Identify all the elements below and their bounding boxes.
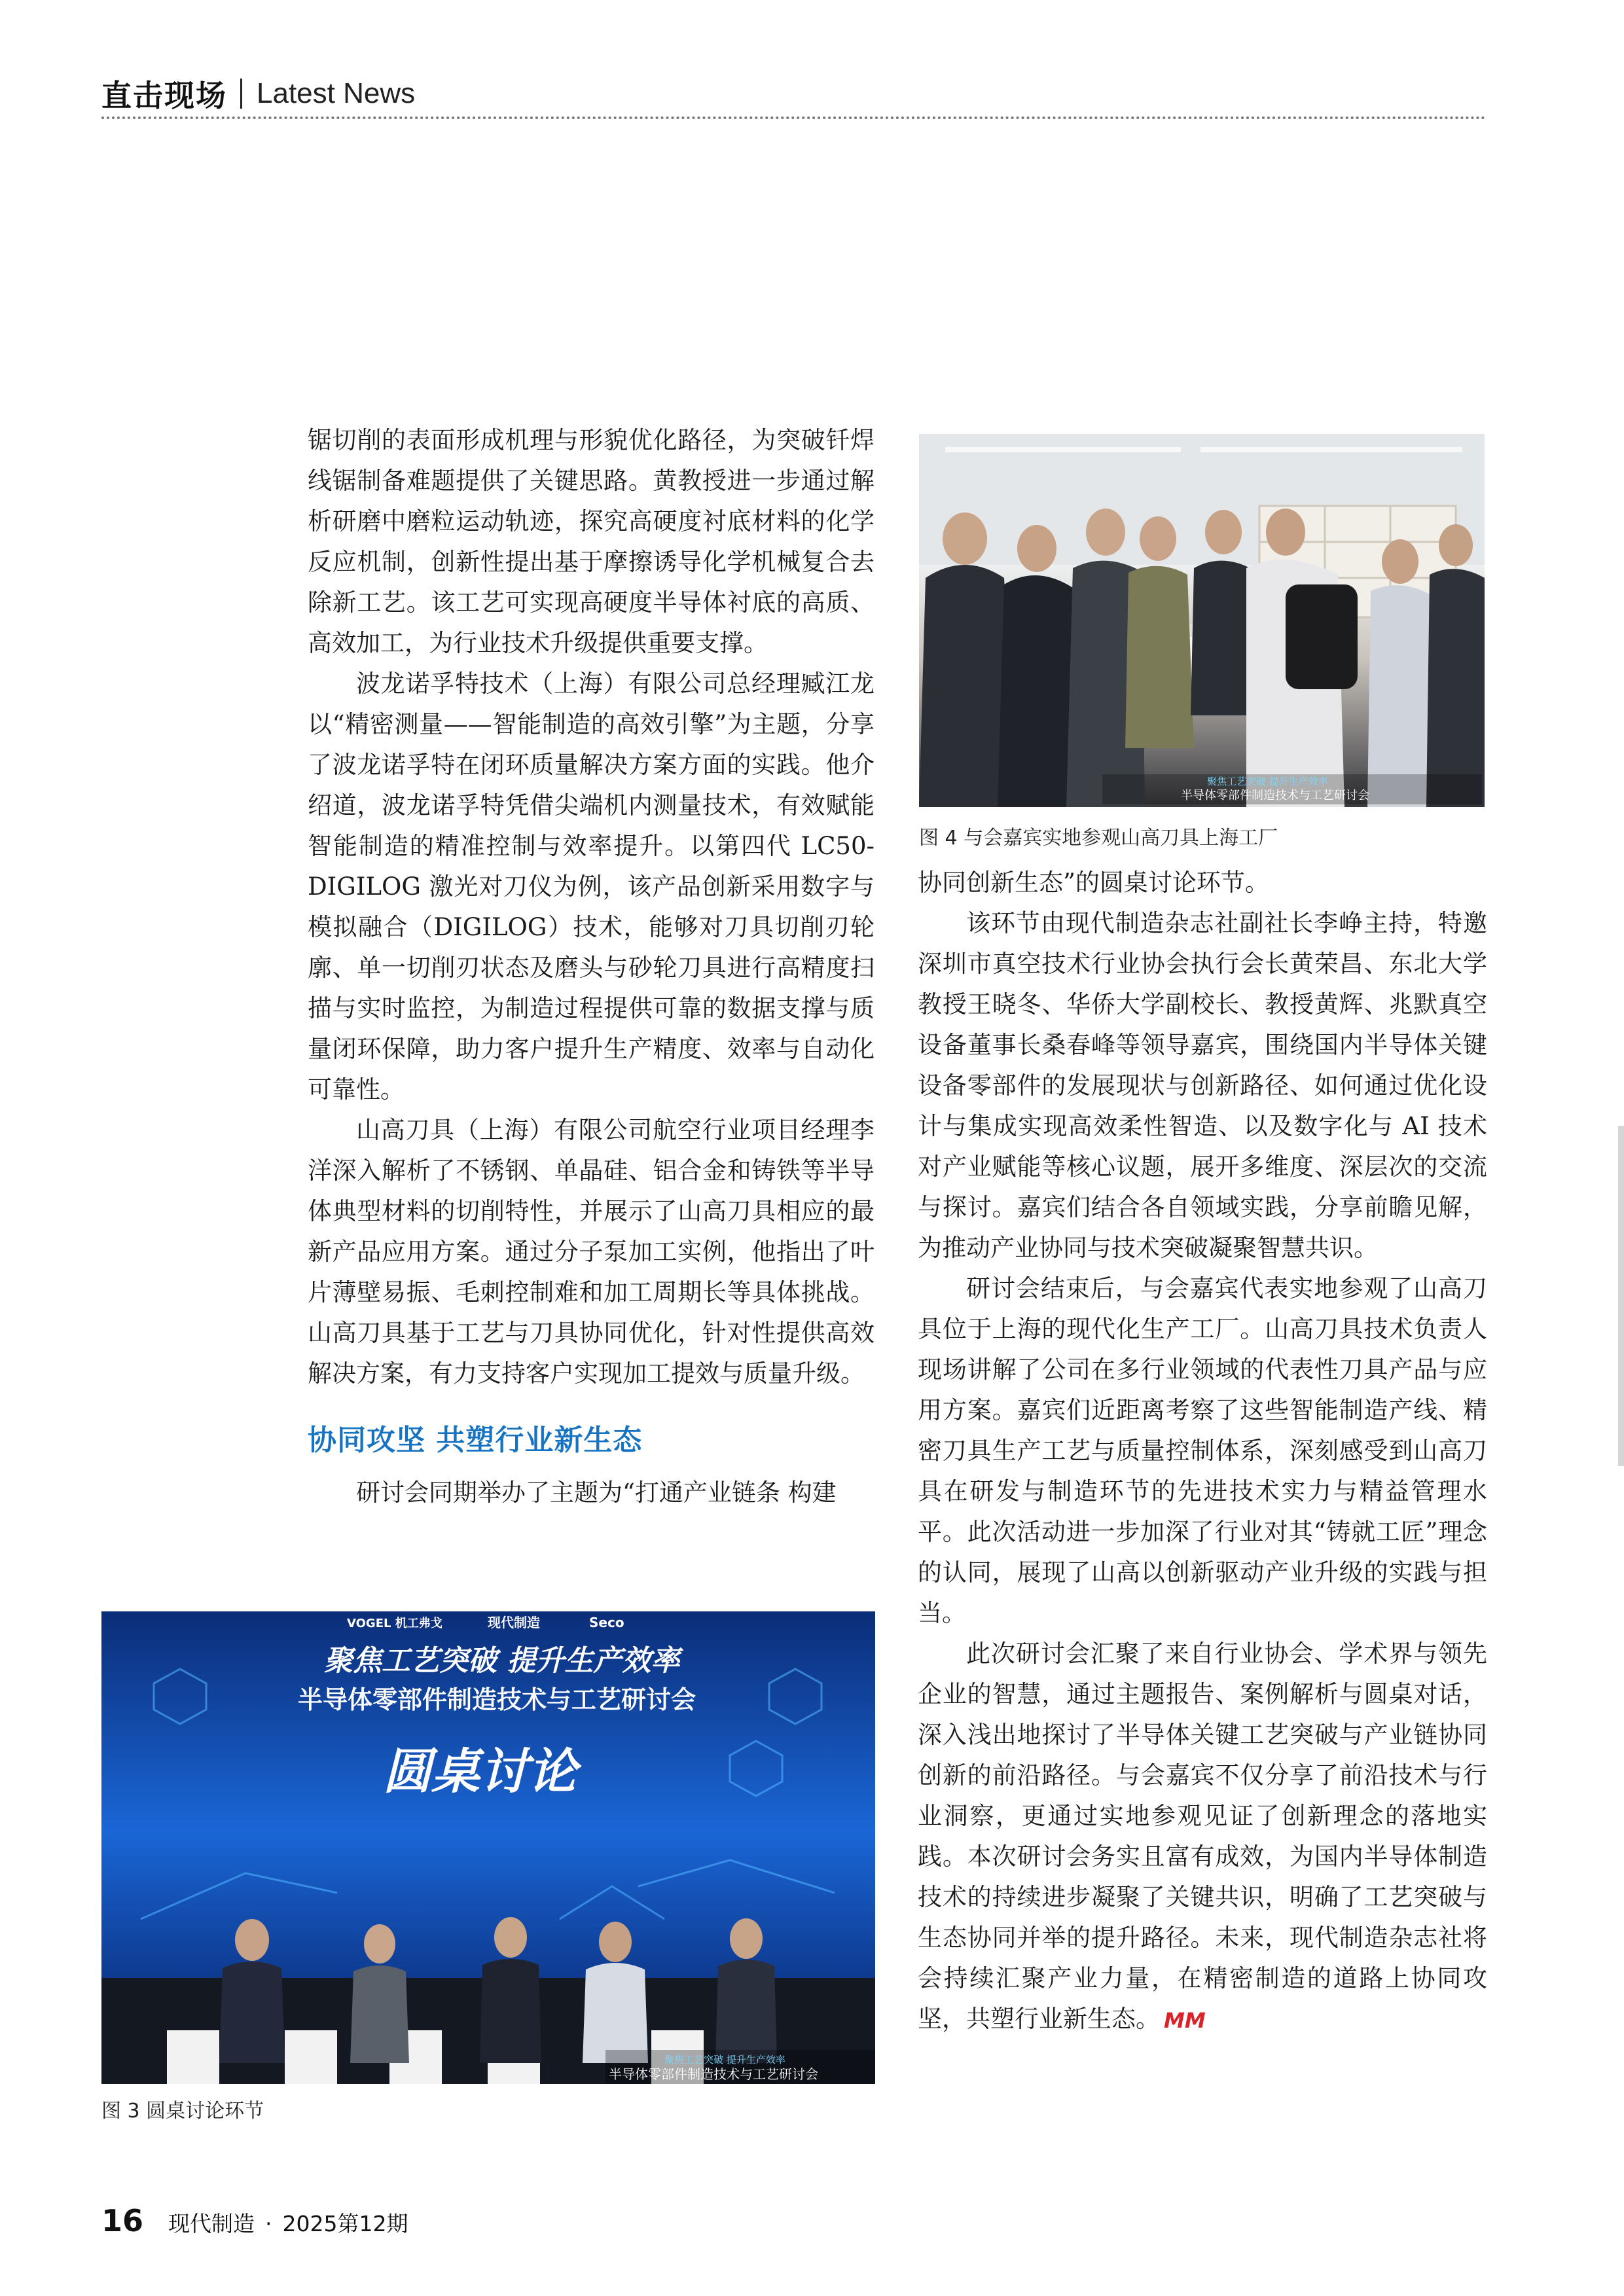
right-paragraph-2: 该环节由现代制造杂志社副社长李峥主持，特邀深圳市真空技术行业协会执行会长黄荣昌、东北大学教授王晓冬、华侨大学副校长、教授黄辉、兆默真空设备董事长桑春峰等领导嘉宾，围绕国内半导体关键设备零部件的发展现状与创新路径、如何通过优化设计与集成实现高效柔性智造、以及数字化与 AI 技术对产业赋能等核心议题，展开多维度、深层次的交流与探讨。嘉宾们结合各自领域实践，分享前瞻见解，为推动产业协同与技术突破凝聚智慧共识。 — [918, 909, 1487, 1262]
page-footer — [101, 2203, 408, 2238]
left-paragraph-2: 波龙诺孚特技术（上海）有限公司总经理臧江龙以“精密测量——智能制造的高效引擎”为主题，分享了波龙诺孚特在闭环质量解决方案方面的实践。他介绍道，波龙诺孚特凭借尖端机内测量技术，有效赋能智能制造的精准控制与效率提升。以第四代 LC50-DIGILOG 激光对刀仪为例，该产品创新采用数字与模拟融合（DIGILOG）技术，能够对刀具切削刃轮廓、单一切削刃状态及磨头与砂轮刀具进行高精度扫描与实时监控，为制造过程提供可靠的数据支撑与质量闭环保障，助力客户提升生产精度、效率与自动化可靠性。 — [308, 670, 875, 1103]
figure-3-overlay-line1: 聚焦工艺突破 提升生产效率 — [664, 2054, 785, 2066]
issue-number: 2025第12期 — [282, 2211, 408, 2236]
sponsor-seco: Seco — [589, 1615, 624, 1630]
right-paragraph-4 — [918, 1634, 1487, 2039]
magazine-name: 现代制造 — [168, 2211, 255, 2236]
page-number: 16 — [101, 2203, 144, 2238]
figure-3-photo — [101, 1611, 875, 2084]
screen-title-line1: 聚焦工艺突破 提升生产效率 — [324, 1644, 680, 1677]
page-header — [101, 71, 415, 117]
section-title-en: Latest News — [257, 77, 416, 109]
right-paragraph-1: 协同创新生态”的圆桌讨论环节。 — [918, 869, 1269, 897]
header-separator — [240, 79, 242, 109]
figure-3-illustration — [101, 1611, 875, 2084]
sponsor-vogel: VOGEL 机工弗戈 — [347, 1617, 442, 1630]
header-dotted-rule — [101, 117, 1486, 119]
figure-3-caption: 图 3 圆桌讨论环节 — [101, 2100, 264, 2123]
figure-4-caption: 图 4 与会嘉宾实地参观山高刀具上海工厂 — [919, 827, 1278, 850]
mm-end-logo-text: MM — [1164, 2009, 1206, 2031]
left-paragraph-4: 研讨会同期举办了主题为“打通产业链条 构建 — [356, 1479, 837, 1507]
left-paragraph-1: 锯切削的表面形成机理与形貌优化路径，为突破钎焊线锯制备难题提供了关键思路。黄教授进一步通过解析研磨中磨粒运动轨迹，探究高硬度衬底材料的化学反应机制，创新性提出基于摩擦诱导化学机械复合去除新工艺。该工艺可实现高硬度半导体衬底的高质、高效加工，为行业技术升级提供重要支撑。 — [308, 426, 875, 657]
screen-title-line2: 半导体零部件制造技术与工艺研讨会 — [298, 1685, 696, 1714]
right-paragraph-3: 研讨会结束后，与会嘉宾代表实地参观了山高刀具位于上海的现代化生产工厂。山高刀具技术负责人现场讲解了公司在多行业领域的代表性刀具产品与应用方案。嘉宾们近距离考察了这些智能制造产线、精密刀具生产工艺与质量控制体系，深刻感受到山高刀具在研发与制造环节的先进技术实力与精益管理水平。此次活动进一步加深了行业对其“铸就工匠”理念的认同，展现了山高以创新驱动产业升级的实践与担当。 — [918, 1274, 1487, 1627]
figure-4-illustration — [919, 434, 1485, 807]
right-paragraph-4-text: 此次研讨会汇聚了来自行业协会、学术界与领先企业的智慧，通过主题报告、案例解析与圆桌对话，深入浅出地探讨了半导体关键工艺突破与产业链协同创新的前沿路径。与会嘉宾不仅分享了前沿技术与行业洞察，更通过实地参观见证了创新理念的落地实践。本次研讨会务实且富有成效，为国内半导体制造技术的持续进步凝聚了关键共识，明确了工艺突破与生态协同并举的提升路径。未来，现代制造杂志社将会持续汇聚产业力量，在精密制造的道路上协同攻坚，共塑行业新生态。 — [918, 1640, 1487, 2033]
mm-end-logo — [1164, 2009, 1211, 2031]
sponsor-modern-manufacturing: 现代制造 — [488, 1615, 540, 1630]
left-paragraph-3: 山高刀具（上海）有限公司航空行业项目经理李洋深入解析了不锈钢、单晶硅、铝合金和铸铁等半导体典型材料的切削特性，并展示了山高刀具相应的最新产品应用方案。通过分子泵加工实例，他指出了叶片薄壁易振、毛刺控制难和加工周期长等具体挑战。山高刀具基于工艺与刀具协同优化，针对性提供高效解决方案，有力支持客户实现加工提效与质量升级。 — [308, 1116, 875, 1388]
figure-4-overlay-line1: 聚焦工艺突破 提升生产效率 — [1207, 776, 1328, 787]
footer-dot: · — [265, 2211, 272, 2236]
figure-4-overlay-line2: 半导体零部件制造技术与工艺研讨会 — [1181, 789, 1369, 802]
left-column — [308, 420, 875, 1513]
right-column — [918, 863, 1487, 2039]
page-edge-tab — [1618, 1126, 1624, 1466]
section-heading: 协同攻坚 共塑行业新生态 — [308, 1424, 643, 1457]
figure-4-photo — [919, 434, 1485, 807]
screen-roundtable-title: 圆桌讨论 — [383, 1744, 577, 1800]
section-title-cn: 直击现场 — [101, 78, 227, 113]
figure-3-overlay-line2: 半导体零部件制造技术与工艺研讨会 — [609, 2066, 818, 2082]
